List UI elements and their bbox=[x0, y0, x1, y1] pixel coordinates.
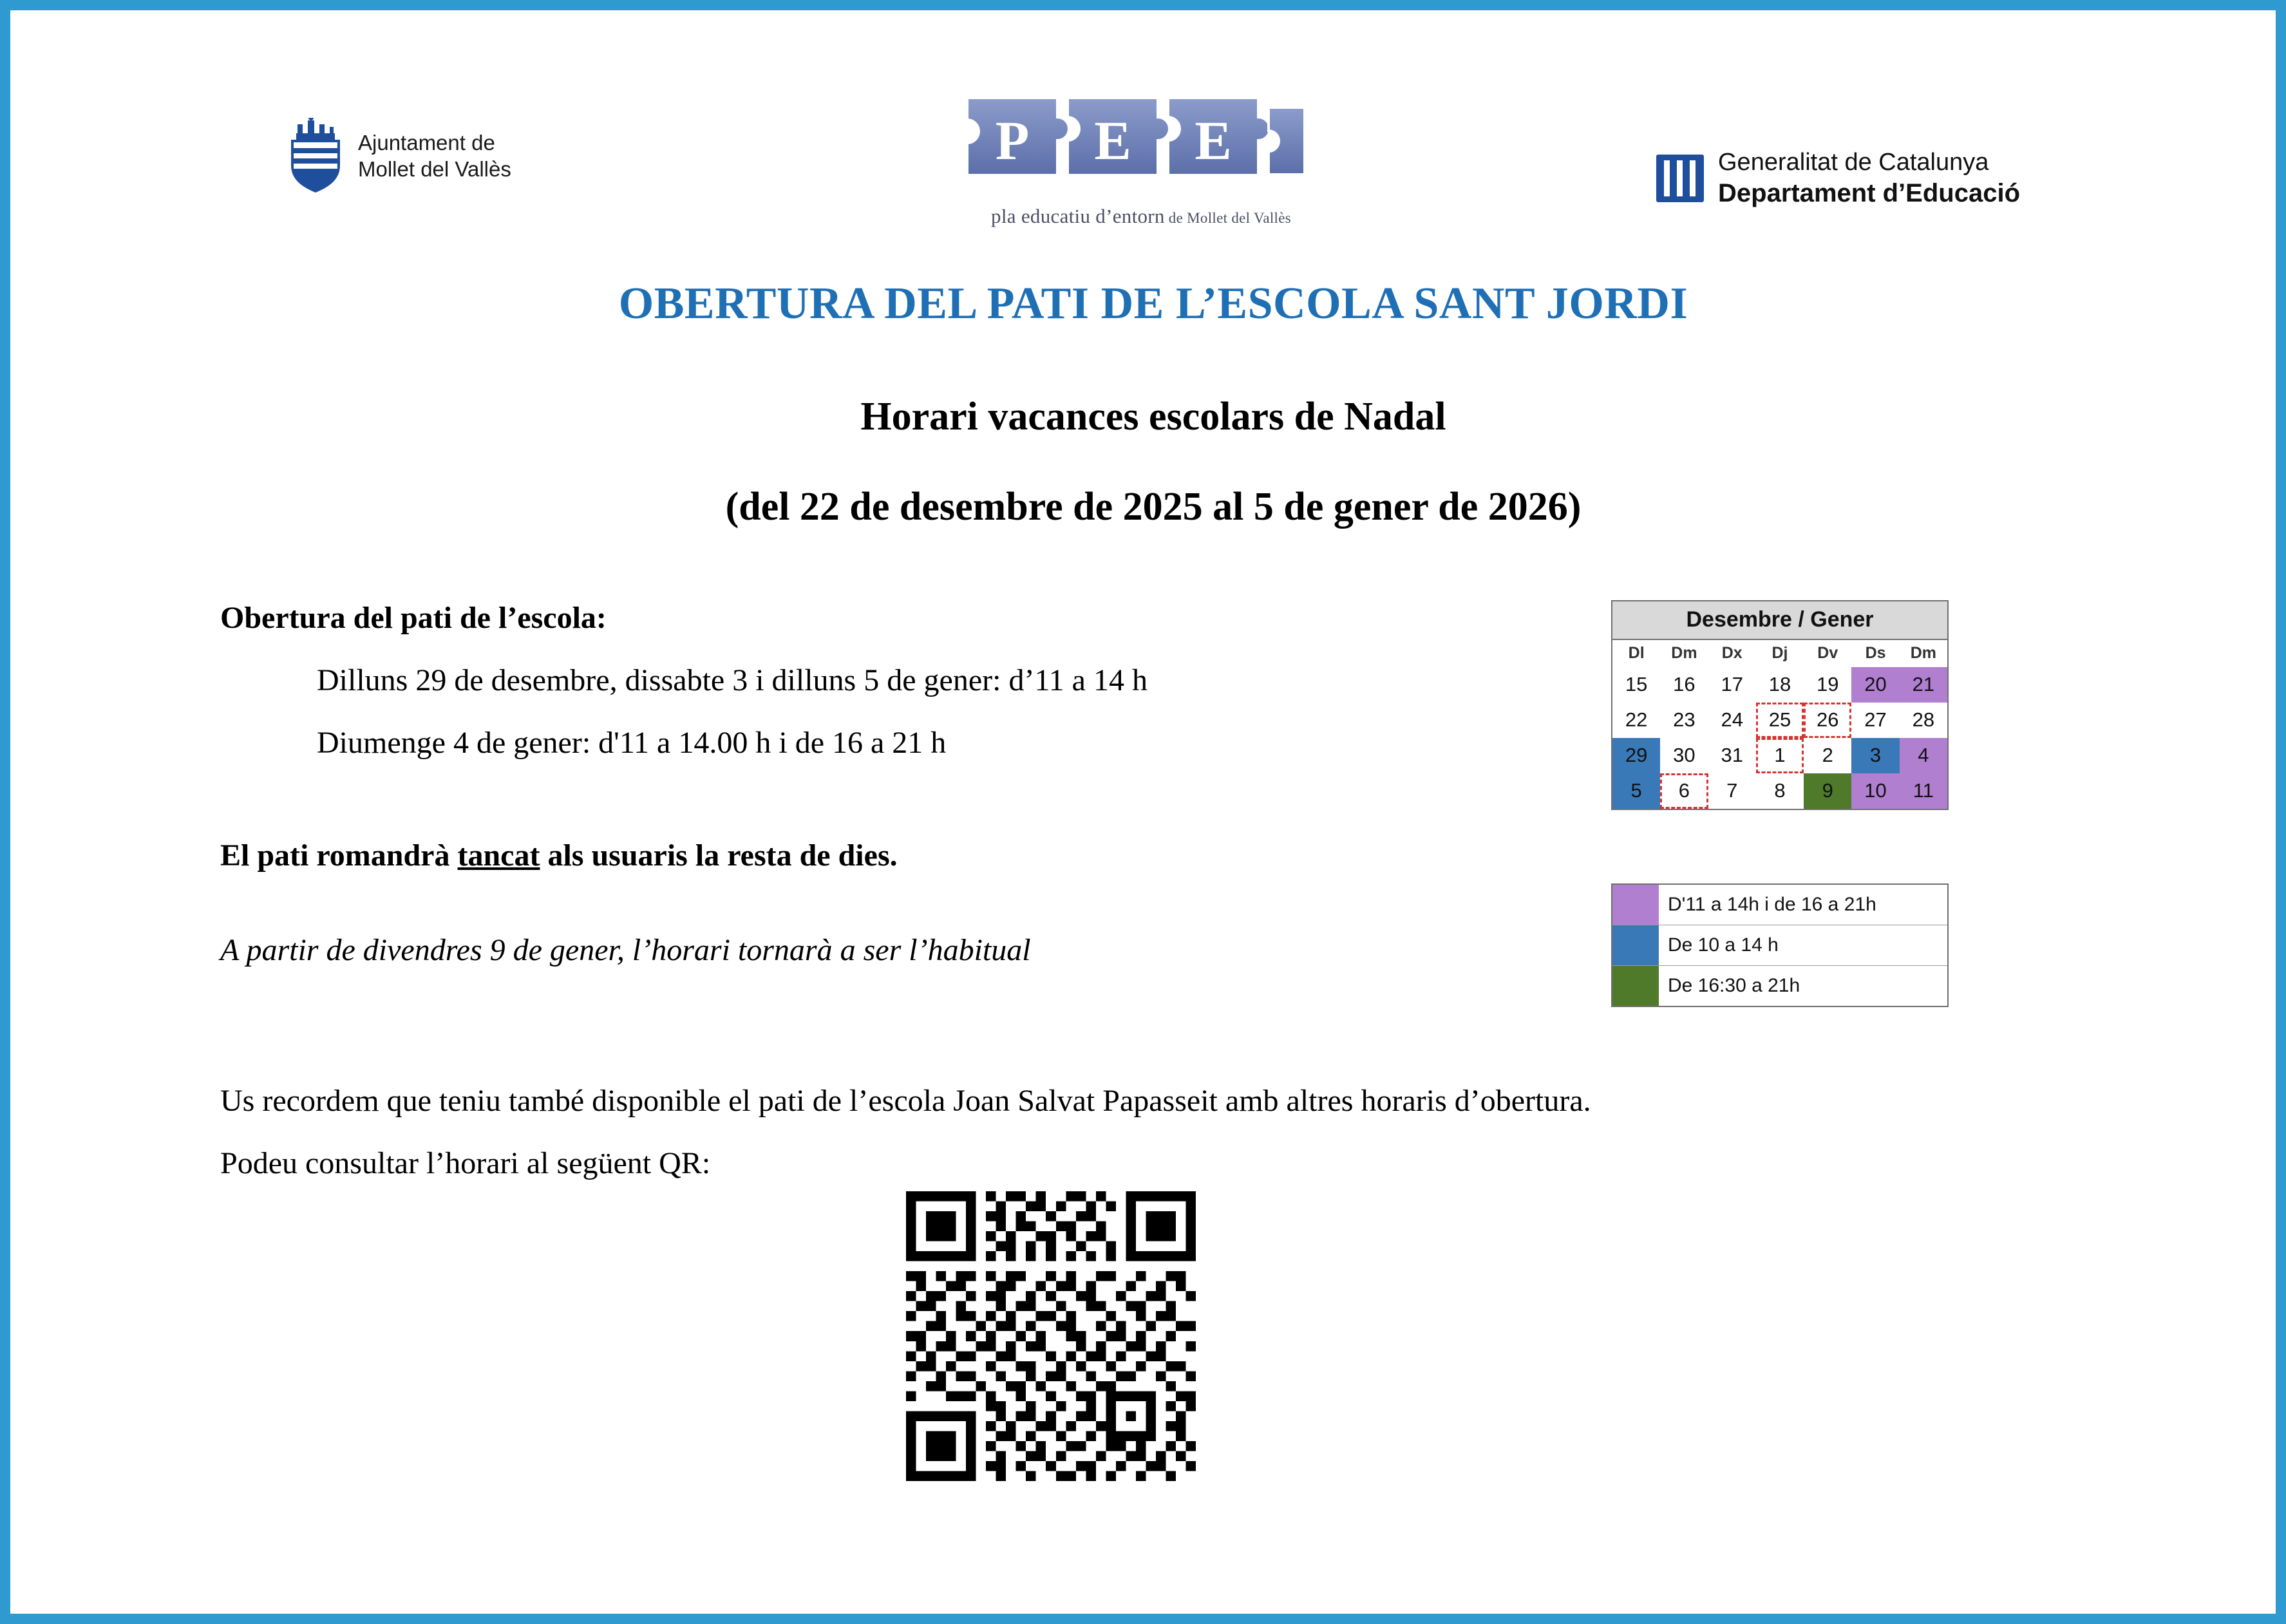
calendar-day: 10 bbox=[1851, 773, 1899, 809]
reminder-text: Us recordem que teniu també disponible el pati de l’escola Joan Salvat Papasseit amb altres horaris d’obertura. bbox=[220, 1084, 1591, 1118]
calendar-day: 29 bbox=[1612, 738, 1660, 773]
calendar-weekday: Dv bbox=[1804, 640, 1851, 667]
calendar-day: 23 bbox=[1673, 708, 1696, 731]
pee-puzzle-icon bbox=[948, 72, 1334, 201]
calendar-day: 22 bbox=[1625, 708, 1648, 731]
closed-notice-underline: tancat bbox=[457, 838, 540, 873]
closed-notice bbox=[220, 838, 1585, 873]
calendar-day: 8 bbox=[1774, 779, 1786, 802]
calendar-week-row bbox=[1612, 773, 1947, 809]
calendar-weekday: Ds bbox=[1851, 640, 1899, 667]
calendar-day: 4 bbox=[1900, 738, 1947, 773]
calendar-day: 25 bbox=[1756, 703, 1804, 738]
svg-text:E: E bbox=[1195, 109, 1232, 171]
calendar-day: 19 bbox=[1817, 673, 1839, 695]
calendar-day: 16 bbox=[1673, 673, 1696, 695]
calendar-day: 11 bbox=[1900, 773, 1947, 809]
habitual-note: A partir de divendres 9 de gener, l’horari tornarà a ser l’habitual bbox=[220, 933, 1031, 967]
generalitat-line1: Generalitat de Catalunya bbox=[1718, 149, 1989, 176]
ajuntament-line1: Ajuntament de bbox=[358, 130, 495, 155]
calendar-day: 21 bbox=[1900, 667, 1947, 703]
calendar-day: 27 bbox=[1864, 708, 1887, 731]
calendar-weekday-row bbox=[1612, 640, 1947, 667]
legend-item bbox=[1612, 885, 1947, 925]
calendar-widget bbox=[1611, 600, 1949, 810]
legend-swatch-green bbox=[1612, 966, 1659, 1006]
calendar-title: Desembre / Gener bbox=[1612, 601, 1947, 640]
calendar-day: 18 bbox=[1768, 673, 1791, 695]
pee-caption-main: pla educatiu d’entorn bbox=[991, 205, 1165, 227]
calendar-day: 30 bbox=[1673, 744, 1696, 766]
calendar-table bbox=[1612, 640, 1947, 809]
subtitle-schedule: Horari vacances escolars de Nadal bbox=[860, 395, 1446, 439]
opening-heading bbox=[220, 600, 1585, 636]
opening-heading-text: Obertura del pati de l’escola bbox=[220, 601, 596, 635]
bottom-text-block bbox=[220, 1083, 2088, 1181]
calendar-day: 28 bbox=[1912, 708, 1935, 731]
ajuntament-label bbox=[358, 129, 511, 183]
legend-label: D'11 a 14h i de 16 a 21h bbox=[1668, 894, 1876, 915]
calendar-day: 6 bbox=[1660, 773, 1708, 809]
calendar-week-row bbox=[1612, 667, 1947, 703]
qr-code[interactable] bbox=[906, 1191, 1196, 1481]
calendar-weekday: Dx bbox=[1708, 640, 1756, 667]
ajuntament-logo bbox=[285, 114, 555, 198]
schedule-line-1: Dilluns 29 de desembre, dissabte 3 i dilluns 5 de gener: d’11 a 14 h bbox=[317, 663, 1148, 697]
legend-swatch-blue bbox=[1612, 925, 1659, 965]
legend-item bbox=[1612, 925, 1947, 965]
calendar-week-row bbox=[1612, 703, 1947, 738]
pee-caption-small: de Mollet del Vallès bbox=[1164, 210, 1291, 226]
closed-notice-pre: El pati romandrà bbox=[220, 838, 458, 873]
calendar-day: 9 bbox=[1804, 773, 1851, 809]
body-text-block bbox=[220, 600, 1585, 968]
calendar-week-row bbox=[1612, 738, 1947, 773]
generalitat-line2: Departament d’Educació bbox=[1718, 178, 2021, 207]
ajuntament-line2: Mollet del Vallès bbox=[358, 157, 511, 181]
calendar-day: 7 bbox=[1726, 779, 1738, 802]
calendar-day: 1 bbox=[1756, 738, 1804, 773]
logo-bar bbox=[21, 46, 2286, 240]
pee-caption bbox=[941, 205, 1341, 228]
calendar-day: 26 bbox=[1804, 703, 1851, 738]
legend-label: De 10 a 14 h bbox=[1668, 934, 1779, 956]
calendar-day: 24 bbox=[1721, 708, 1743, 731]
calendar-day: 2 bbox=[1822, 744, 1833, 766]
page-title: OBERTURA DEL PATI DE L’ESCOLA SANT JORDI bbox=[618, 279, 1688, 328]
calendar-day: 31 bbox=[1721, 744, 1743, 766]
calendar-day: 20 bbox=[1851, 667, 1899, 703]
svg-text:E: E bbox=[1094, 109, 1131, 171]
qr-intro-text: Podeu consultar l’horari al següent QR: bbox=[220, 1146, 711, 1180]
generalitat-label bbox=[1718, 148, 2020, 209]
opening-heading-colon: : bbox=[596, 601, 607, 635]
closed-notice-end: . bbox=[889, 838, 898, 873]
legend-swatch-purple bbox=[1612, 885, 1659, 925]
closed-notice-post: als usuaris la resta de dies bbox=[540, 838, 890, 873]
subtitle-dates: (del 22 de desembre de 2025 al 5 de gener de 2026) bbox=[725, 485, 1582, 529]
calendar-day: 15 bbox=[1625, 673, 1648, 695]
calendar-weekday: Dj bbox=[1756, 640, 1804, 667]
calendar-day: 17 bbox=[1721, 673, 1743, 695]
calendar-legend bbox=[1611, 883, 1949, 1007]
calendar-weekday: Dm bbox=[1660, 640, 1708, 667]
schedule-line-2: Diumenge 4 de gener: d'11 a 14.00 h i de 16 a 21 h bbox=[317, 726, 947, 760]
calendar-day: 3 bbox=[1851, 738, 1899, 773]
legend-item bbox=[1612, 965, 1947, 1006]
calendar-weekday: Dm bbox=[1900, 640, 1947, 667]
calendar-day: 5 bbox=[1612, 773, 1660, 809]
svg-text:P: P bbox=[995, 109, 1030, 171]
generalitat-logo bbox=[1656, 143, 2107, 214]
calendar-weekday: Dl bbox=[1612, 640, 1660, 667]
legend-label: De 16:30 a 21h bbox=[1668, 975, 1800, 996]
coat-of-arms-icon bbox=[285, 118, 346, 194]
generalitat-flag-icon bbox=[1656, 155, 1704, 202]
pee-logo bbox=[941, 72, 1341, 246]
